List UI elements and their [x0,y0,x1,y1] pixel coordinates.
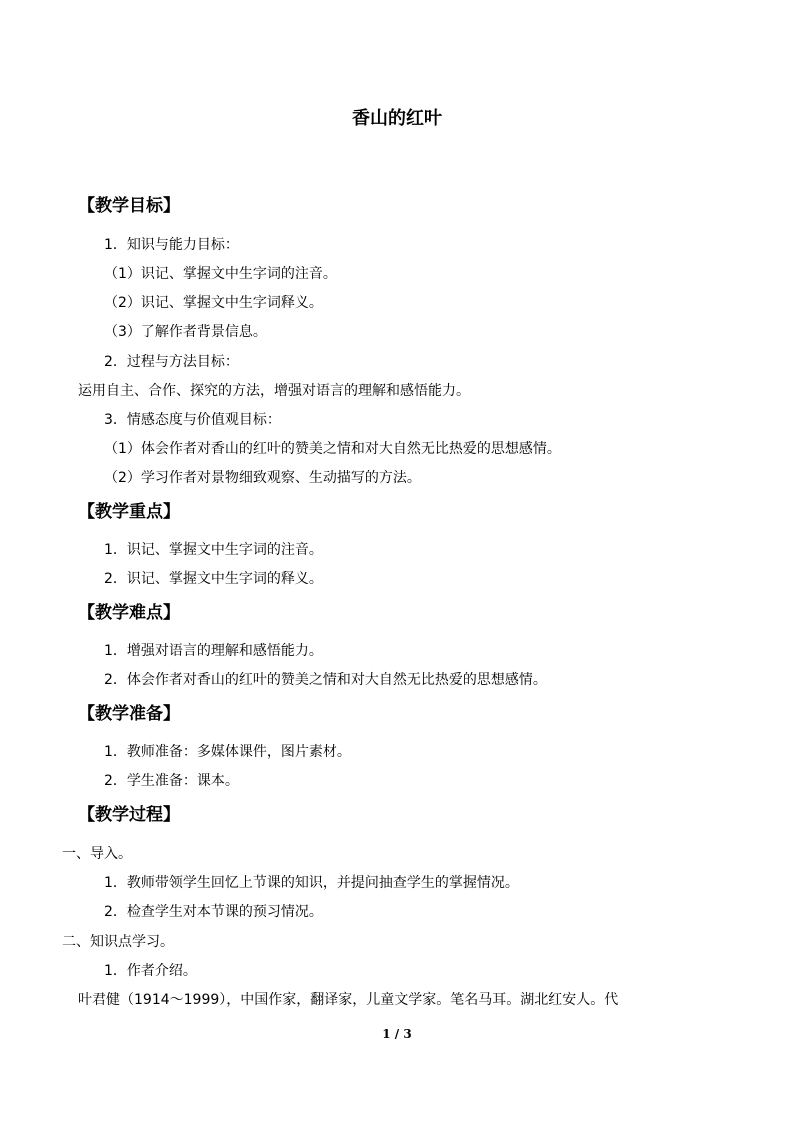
process-line: 一、导入。 [62,846,132,862]
process-line: 2．检查学生对本节课的预习情况。 [104,904,323,920]
document-title: 香山的红叶 [352,108,442,129]
section-heading-preparation: 【教学准备】 [78,704,180,724]
key-point-line: 2．识记、掌握文中生字词的释义。 [104,571,323,587]
preparation-line: 2．学生准备：课本。 [104,773,239,789]
process-line: 二、知识点学习。 [62,934,174,950]
preparation-line: 1．教师准备：多媒体课件，图片素材。 [104,744,351,760]
objective-line: 2．过程与方法目标： [104,354,239,370]
objective-line: （2）识记、掌握文中生字词释义。 [104,295,323,311]
process-line: 1．教师带领学生回忆上节课的知识，并提问抽查学生的掌握情况。 [104,875,519,891]
objective-line: 3．情感态度与价值观目标： [104,412,281,428]
process-line: 1．作者介绍。 [104,963,197,979]
objective-line: 运用自主、合作、探究的方法，增强对语言的理解和感悟能力。 [78,383,470,399]
page-number: 1 / 3 [382,1027,412,1041]
difficulty-line: 1．增强对语言的理解和感悟能力。 [104,643,323,659]
key-point-line: 1．识记、掌握文中生字词的注音。 [104,542,323,558]
objective-line: （1）体会作者对香山的红叶的赞美之情和对大自然无比热爱的思想感情。 [104,441,561,457]
difficulty-line: 2．体会作者对香山的红叶的赞美之情和对大自然无比热爱的思想感情。 [104,672,547,688]
objective-line: （1）识记、掌握文中生字词的注音。 [104,266,337,282]
section-heading-objectives: 【教学目标】 [78,196,180,216]
objective-line: （2）学习作者对景物细致观察、生动描写的方法。 [104,470,421,486]
objective-line: （3）了解作者背景信息。 [104,324,267,340]
objective-line: 1．知识与能力目标： [104,237,239,253]
section-heading-difficulties: 【教学难点】 [78,603,180,623]
process-line: 叶君健（1914～1999），中国作家，翻译家，儿童文学家。笔名马耳。湖北红安人。代 [78,992,619,1008]
section-heading-process: 【教学过程】 [78,805,180,825]
section-heading-key-points: 【教学重点】 [78,502,180,522]
